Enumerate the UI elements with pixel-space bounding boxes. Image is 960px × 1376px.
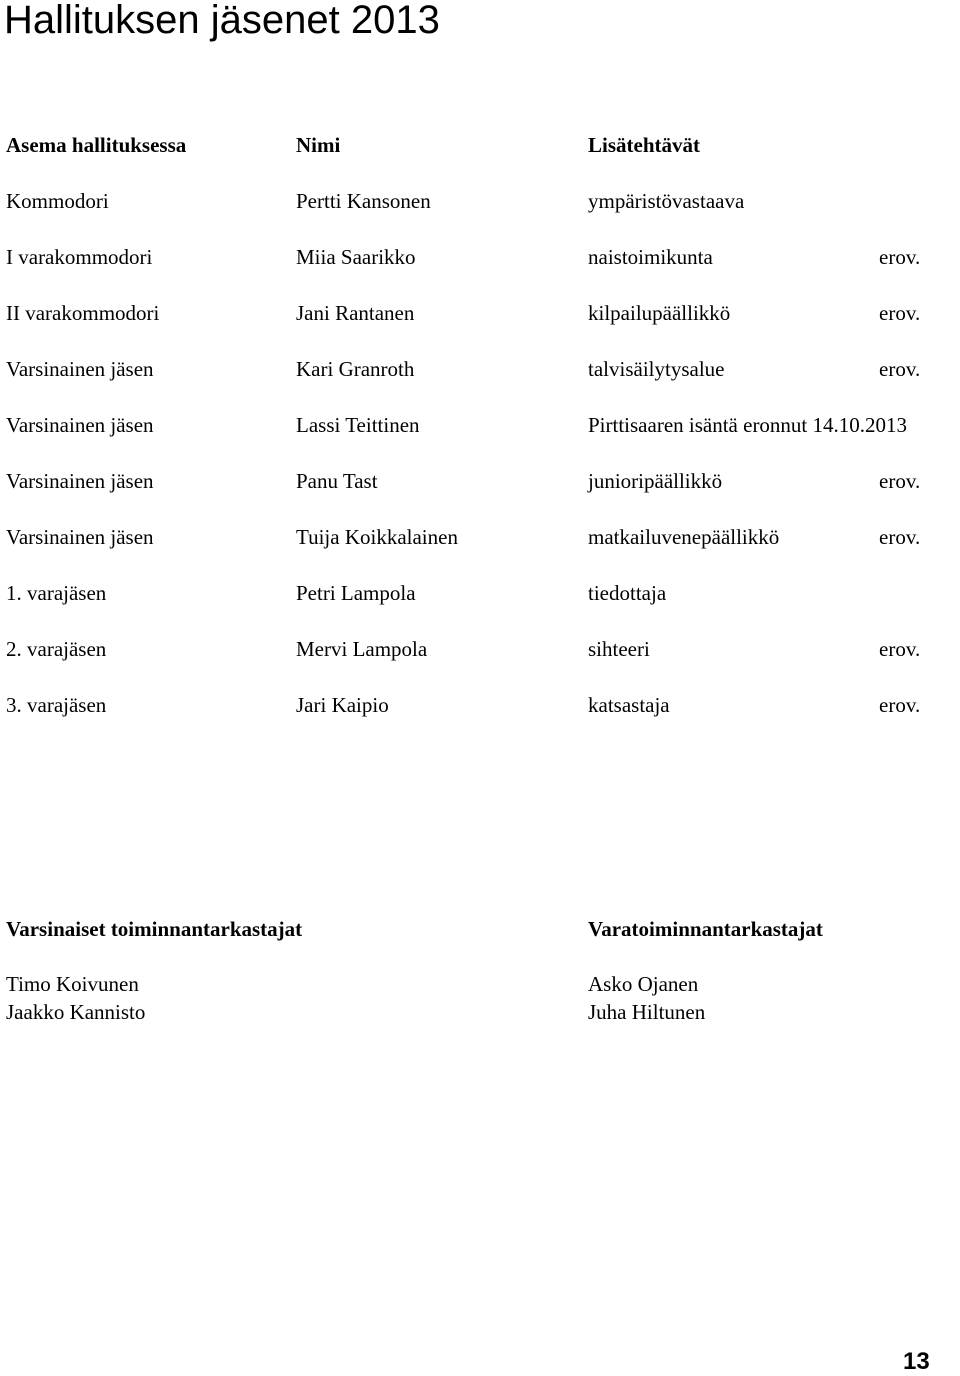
row-extra-duty: talvisäilytysalue [588,357,725,381]
row-extra-duty: Pirttisaaren isäntä eronnut 14.10.2013 [588,413,908,437]
row-position: II varakommodori [6,301,160,325]
regular-auditor-name: Timo Koivunen [6,972,139,996]
row-note: erov. [879,357,921,381]
deputy-auditor-name: Asko Ojanen [588,972,699,996]
row-note: erov. [879,301,921,325]
row-extra-duty: ympäristövastaava [588,189,745,213]
row-extra-duty: junioripäällikkö [588,469,723,493]
row-name: Kari Granroth [296,357,415,381]
row-extra-duty: matkailuvenepäällikkö [588,525,780,549]
page-number: 13 [903,1348,930,1375]
deputy-auditor-name: Juha Hiltunen [588,1000,706,1024]
row-name: Mervi Lampola [296,637,428,661]
row-name: Jani Rantanen [296,301,415,325]
row-position: Varsinainen jäsen [6,469,154,493]
row-extra-duty: sihteeri [588,637,650,661]
row-name: Tuija Koikkalainen [296,525,458,549]
header-position: Asema hallituksessa [6,133,187,157]
row-name: Jari Kaipio [296,693,389,717]
row-position: 3. varajäsen [6,693,107,717]
row-position: I varakommodori [6,245,153,269]
row-position: Kommodori [6,189,109,213]
regular-auditors-heading: Varsinaiset toiminnantarkastajat [6,917,303,941]
row-name: Petri Lampola [296,581,416,605]
row-name: Pertti Kansonen [296,189,431,213]
header-extra-duties: Lisätehtävät [588,133,700,157]
row-position: 2. varajäsen [6,637,107,661]
row-note: erov. [879,525,921,549]
row-position: 1. varajäsen [6,581,107,605]
row-note: erov. [879,469,921,493]
row-position: Varsinainen jäsen [6,525,154,549]
row-extra-duty: katsastaja [588,693,670,717]
regular-auditor-name: Jaakko Kannisto [6,1000,146,1024]
row-note: erov. [879,693,921,717]
row-note: erov. [879,637,921,661]
page-title: Hallituksen jäsenet 2013 [4,0,440,42]
row-extra-duty: naistoimikunta [588,245,713,269]
row-position: Varsinainen jäsen [6,357,154,381]
row-name: Miia Saarikko [296,245,416,269]
row-note: erov. [879,245,921,269]
row-name: Panu Tast [296,469,378,493]
row-extra-duty: kilpailupäällikkö [588,301,731,325]
deputy-auditors-heading: Varatoiminnantarkastajat [588,917,823,941]
row-name: Lassi Teittinen [296,413,420,437]
header-name: Nimi [296,133,341,157]
row-position: Varsinainen jäsen [6,413,154,437]
row-extra-duty: tiedottaja [588,581,667,605]
